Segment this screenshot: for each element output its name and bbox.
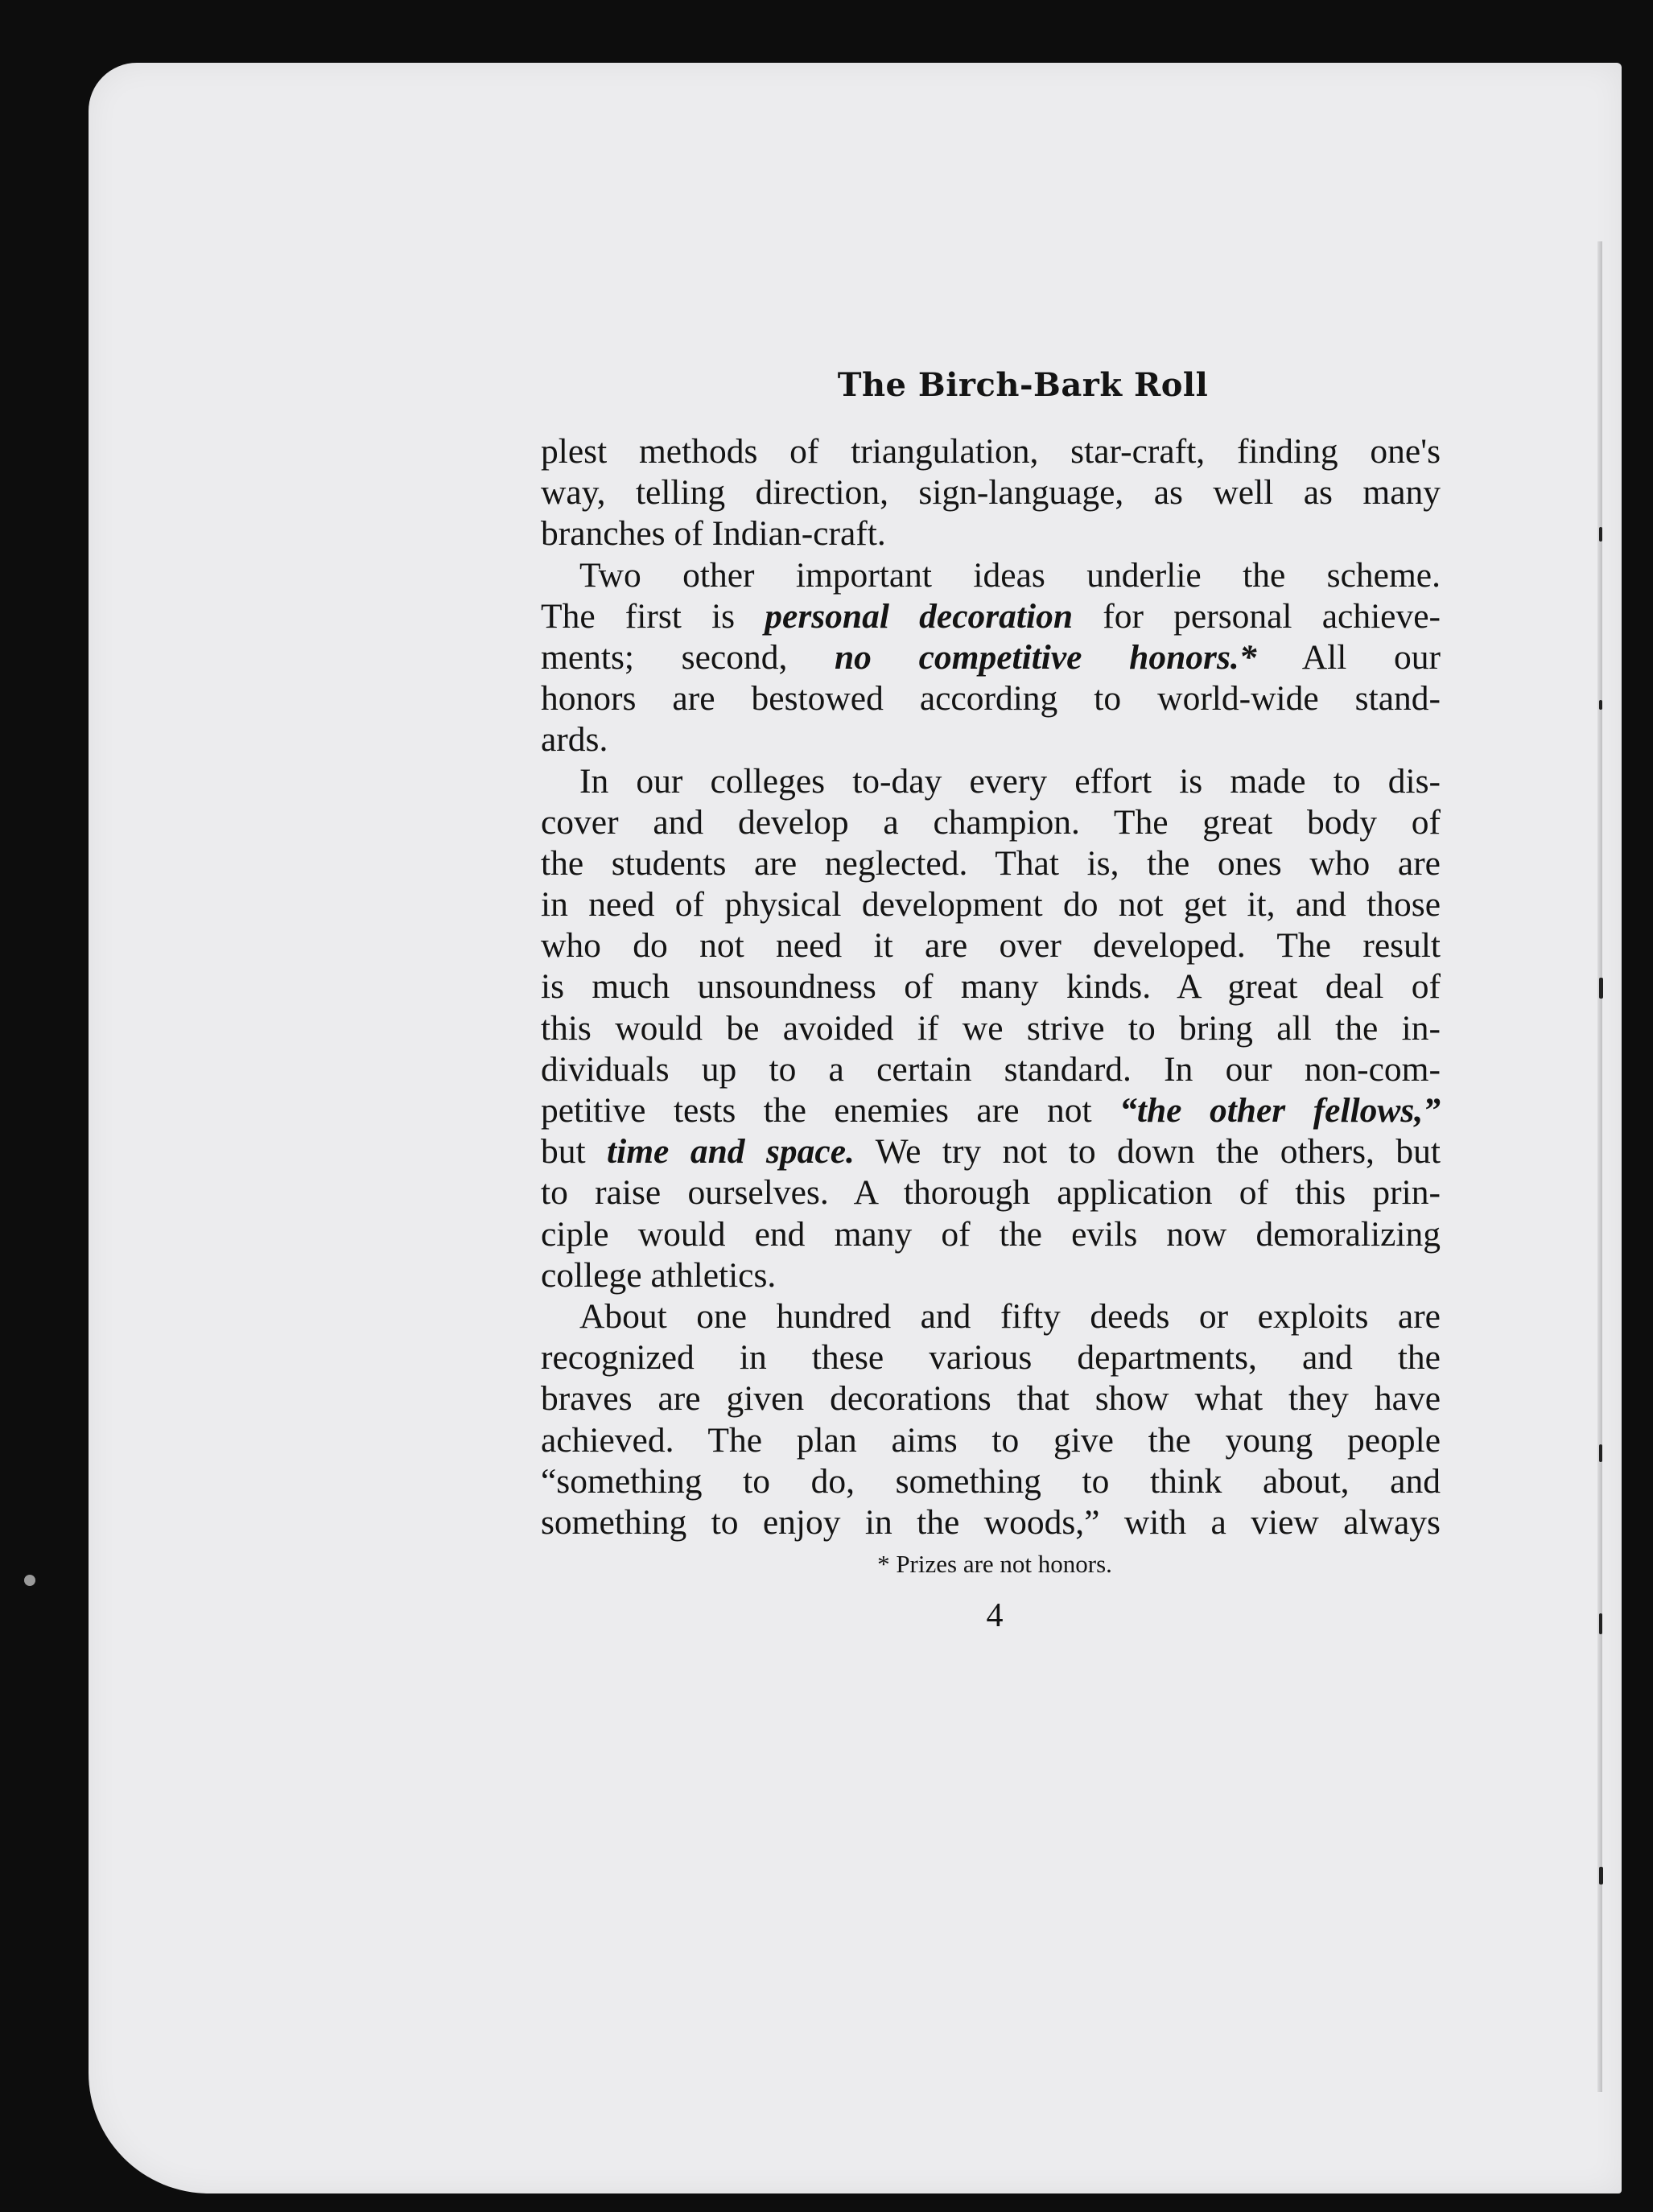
paragraph bbox=[541, 761, 1441, 1296]
scan-speck bbox=[1599, 700, 1602, 710]
scan-speck bbox=[1599, 1867, 1603, 1885]
paragraph bbox=[541, 1296, 1441, 1543]
text-line: The first is personal decoration for personal achieve- bbox=[541, 596, 1441, 636]
text-line: “something to do, something to think about, and bbox=[541, 1461, 1441, 1501]
text-line: branches of Indian-craft. bbox=[541, 514, 886, 554]
text-line: About one hundred and fifty deeds or exploits are bbox=[579, 1296, 1441, 1336]
text-line: plest methods of triangulation, star-craft, finding one's bbox=[541, 432, 1441, 471]
text-line: petitive tests the enemies are not “the other fellows,” bbox=[541, 1091, 1441, 1130]
text-line: college athletics. bbox=[541, 1255, 777, 1295]
scan-speck bbox=[1599, 527, 1602, 542]
text-line: ards. bbox=[541, 720, 608, 760]
running-head: The Birch-Bark Roll bbox=[837, 366, 1209, 404]
page-content bbox=[541, 366, 1441, 1635]
text-line: honors are bestowed according to world-wide stand- bbox=[541, 679, 1441, 719]
text-line: way, telling direction, sign-language, as well as many bbox=[541, 473, 1441, 513]
text-line: achieved. The plan aims to give the young people bbox=[541, 1420, 1441, 1460]
text-line: ments; second, no competitive honors.* All our bbox=[541, 637, 1441, 677]
footnote: * Prizes are not honors. bbox=[877, 1550, 1112, 1579]
text-line: something to enjoy in the woods,” with a view always bbox=[541, 1502, 1441, 1542]
text-line: who do not need it are over developed. The result bbox=[541, 926, 1441, 966]
page-number: 4 bbox=[986, 1597, 1004, 1635]
body-text bbox=[541, 431, 1441, 1543]
text-line: In our colleges to-day every effort is made to dis- bbox=[579, 761, 1441, 801]
text-line: to raise ourselves. A thorough application of this prin- bbox=[541, 1173, 1441, 1213]
page-edge bbox=[1597, 241, 1602, 2092]
text-line: dividuals up to a certain standard. In our non-com- bbox=[541, 1049, 1441, 1089]
text-line: in need of physical development do not get it, and those bbox=[541, 885, 1441, 925]
text-line: this would be avoided if we strive to bring all the in- bbox=[541, 1008, 1441, 1048]
paragraph bbox=[541, 431, 1441, 555]
scan-speck bbox=[1599, 1444, 1602, 1462]
text-line: but time and space. We try not to down the others, but bbox=[541, 1132, 1441, 1172]
scan-speck bbox=[1599, 1613, 1602, 1634]
text-line: Two other important ideas underlie the scheme. bbox=[579, 555, 1441, 595]
text-line: ciple would end many of the evils now demoralizing bbox=[541, 1214, 1441, 1254]
paragraph bbox=[541, 555, 1441, 761]
text-line: the students are neglected. That is, the ones who are bbox=[541, 843, 1441, 883]
text-line: cover and develop a champion. The great body of bbox=[541, 802, 1441, 842]
text-line: braves are given decorations that show what they have bbox=[541, 1379, 1441, 1419]
scan-speck bbox=[1599, 978, 1603, 999]
scan-speck bbox=[24, 1575, 35, 1586]
text-line: recognized in these various departments, and the bbox=[541, 1338, 1441, 1378]
text-line: is much unsoundness of many kinds. A great deal of bbox=[541, 967, 1441, 1007]
